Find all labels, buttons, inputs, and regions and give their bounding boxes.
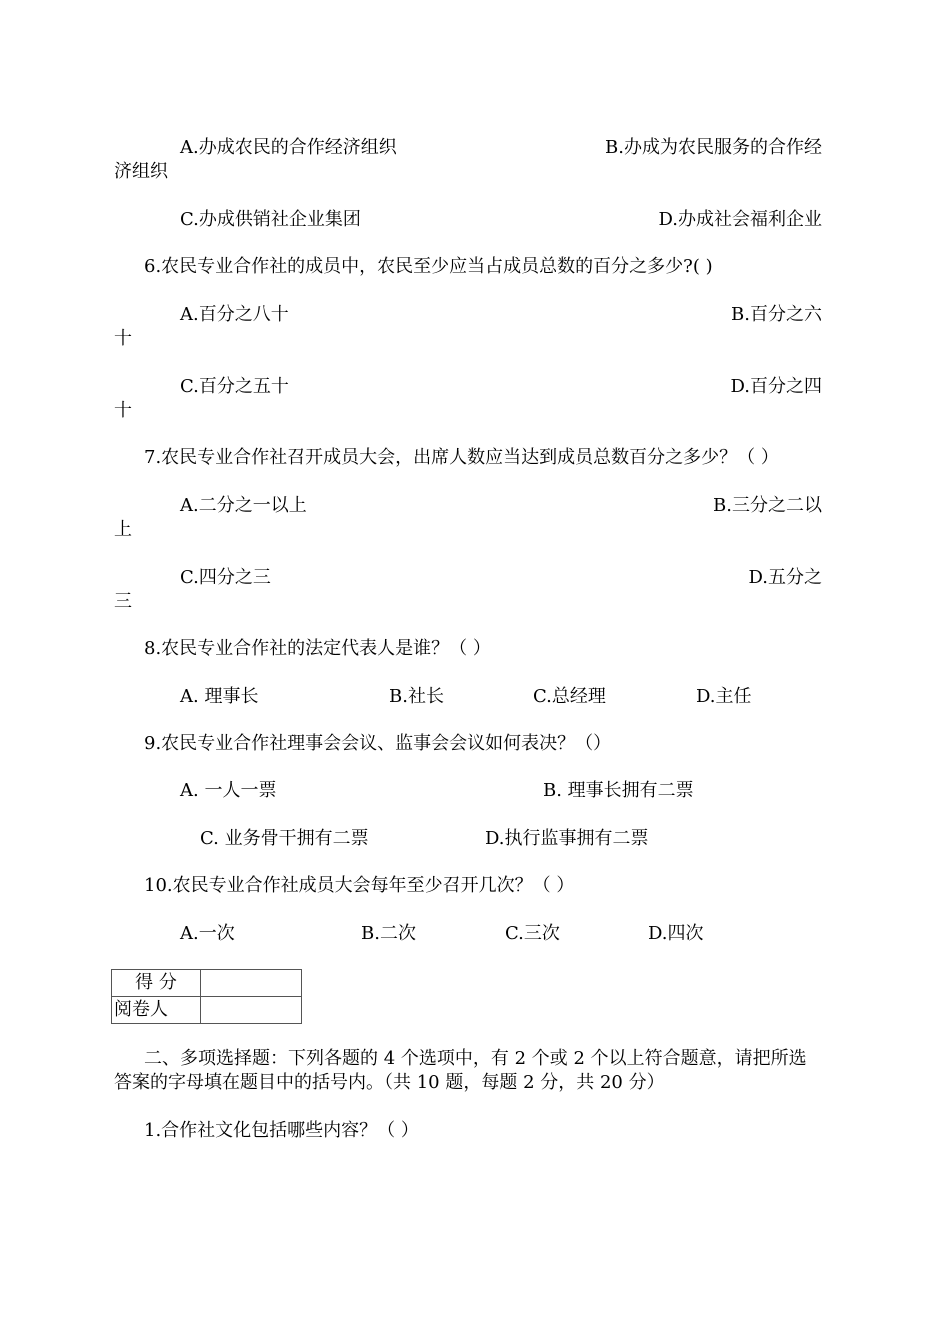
score-row <box>112 970 302 997</box>
q7-stem: 7.农民专业合作社召开成员大会，出席人数应当达到成员总数百分之多少？（ ） <box>144 447 779 468</box>
q9-option-a: A. 一人一票 <box>180 780 277 801</box>
q9-option-c: C. 业务骨干拥有二票 <box>200 828 369 849</box>
section2-q1-stem: 1.合作社文化包括哪些内容？（ ） <box>144 1120 419 1141</box>
q8-option-c: C.总经理 <box>533 686 606 707</box>
q8-option-b: B.社长 <box>389 686 444 707</box>
section2-intro-line1: 二、多项选择题：下列各题的 4 个选项中，有 2 个或 2 个以上符合题意，请把所选 <box>144 1048 807 1069</box>
q6-stem: 6.农民专业合作社的成员中，农民至少应当占成员总数的百分之多少?( ) <box>144 256 713 277</box>
q7-option-d: D.五分之 <box>748 567 822 588</box>
q10-option-b: B.二次 <box>361 923 416 944</box>
q7-option-b-wrap: 上 <box>114 519 132 540</box>
q5-option-a: A.办成农民的合作经济组织 <box>180 137 397 158</box>
q6-option-d: D.百分之四 <box>730 376 822 397</box>
q10-option-a: A.一次 <box>180 923 235 944</box>
q7-option-b: B.三分之二以 <box>713 495 822 516</box>
q9-option-b: B. 理事长拥有二票 <box>543 780 694 801</box>
q9-stem: 9.农民专业合作社理事会会议、监事会会议如何表决？（） <box>144 733 612 754</box>
q10-option-c: C.三次 <box>505 923 560 944</box>
score-label: 得 分 <box>112 970 201 997</box>
q6-option-d-wrap: 十 <box>114 400 132 421</box>
q6-option-c: C.百分之五十 <box>180 376 289 397</box>
q6-option-b-wrap: 十 <box>114 328 132 349</box>
score-value-cell <box>201 970 302 997</box>
q6-option-a: A.百分之八十 <box>180 304 289 325</box>
q8-option-d: D.主任 <box>696 686 752 707</box>
q5-option-b: B.办成为农民服务的合作经 <box>605 137 822 158</box>
reviewer-label: 阅卷人 <box>112 997 201 1024</box>
q8-stem: 8.农民专业合作社的法定代表人是谁？（ ） <box>144 638 491 659</box>
q8-option-a: A. 理事长 <box>180 686 259 707</box>
q9-option-d: D.执行监事拥有二票 <box>485 828 649 849</box>
q5-option-b-wrap: 济组织 <box>114 161 168 182</box>
reviewer-row <box>112 997 302 1024</box>
q10-stem: 10.农民专业合作社成员大会每年至少召开几次？（ ） <box>144 875 575 896</box>
section2-intro-line2: 答案的字母填在题目中的括号内。（共 10 题，每题 2 分，共 20 分） <box>114 1072 665 1093</box>
q5-option-d: D.办成社会福利企业 <box>658 209 822 230</box>
q10-option-d: D.四次 <box>648 923 704 944</box>
q7-option-a: A.二分之一以上 <box>180 495 307 516</box>
q6-option-b: B.百分之六 <box>731 304 822 325</box>
q5-option-c: C.办成供销社企业集团 <box>180 209 361 230</box>
q7-option-d-wrap: 三 <box>114 591 132 612</box>
score-table <box>111 969 302 1024</box>
reviewer-value-cell <box>201 997 302 1024</box>
q7-option-c: C.四分之三 <box>180 567 271 588</box>
